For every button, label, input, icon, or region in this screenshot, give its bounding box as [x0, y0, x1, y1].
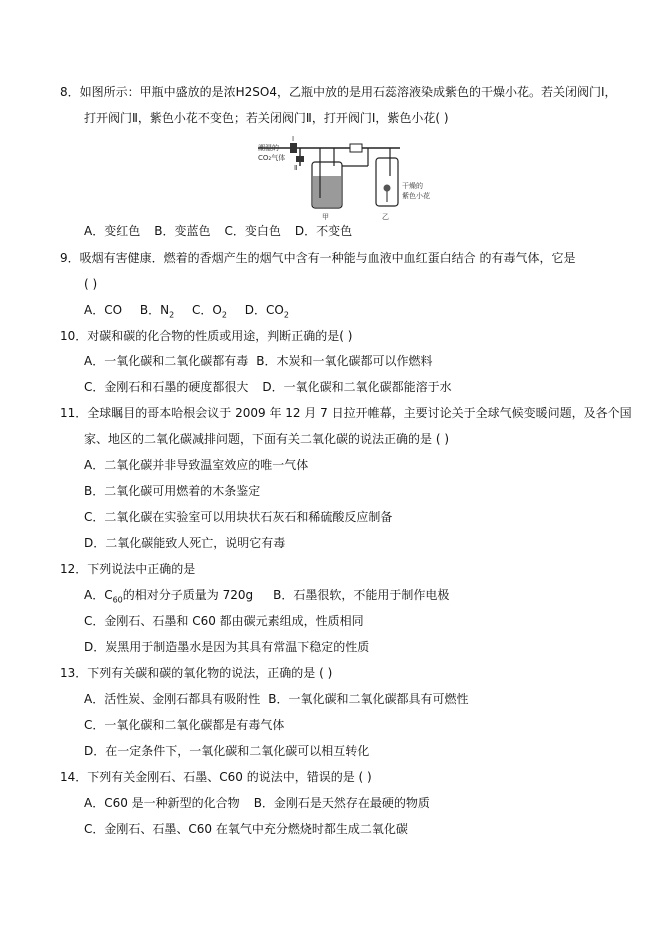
q10-option-a[interactable]: A．一氧化碳和二氧化碳都有毒 — [84, 354, 249, 368]
q9-stem-cont: ( ) — [84, 277, 98, 291]
q11-option-d[interactable]: D．二氧化碳能致人死亡，说明它有毒 — [84, 536, 286, 550]
bottle-a-label: 甲 — [322, 213, 329, 221]
valve-1-label: Ⅰ — [292, 136, 295, 143]
q14-option-c[interactable]: C．金刚石、石墨、C60 在氧气中充分燃烧时都生成二氧化碳 — [84, 822, 408, 836]
q12-option-b[interactable]: B．石墨很软，不能用于制作电极 — [273, 588, 450, 602]
q9-option-c[interactable]: C．$O_2$ — [192, 303, 227, 320]
q9-stem: 9．吸烟有害健康．燃着的香烟产生的烟气中含有一种能与血液中血红蛋白结合 的有毒气体，它是 — [60, 251, 576, 265]
bottle-a-liquid — [313, 176, 341, 207]
q12-options-row1 — [84, 587, 449, 603]
gas-label-2: CO₂气体 — [258, 154, 286, 162]
q10-options-row1 — [84, 353, 432, 369]
q12-option-a[interactable]: A．$C_{60}$的相对分子质量为 720g — [84, 588, 254, 605]
q8-stem-cont: 打开阀门Ⅱ，紫色小花不变色；若关闭阀门Ⅱ，打开阀门Ⅰ，紫色小花( ) — [84, 111, 449, 125]
q11-option-b[interactable]: B．二氧化碳可用燃着的木条鉴定 — [84, 484, 261, 498]
q14-options-row1 — [84, 795, 430, 811]
q10-option-d[interactable]: D．一氧化碳和二氧化碳都能溶于水 — [262, 380, 452, 394]
q13-options-row1 — [84, 691, 468, 707]
flower-label-2: 紫色小花 — [402, 192, 430, 200]
q10-option-b[interactable]: B．木炭和一氧化碳都可以作燃料 — [256, 354, 433, 368]
q12-option-d[interactable]: D．炭黑用于制造墨水是因为其具有常温下稳定的性质 — [84, 640, 370, 654]
valve-1-icon — [290, 143, 297, 153]
q8-option-d[interactable]: D．不变色 — [294, 224, 353, 238]
q13-stem: 13．下列有关碳和碳的氧化物的说法，正确的是 ( ) — [60, 666, 333, 680]
q8-option-c[interactable]: C．变白色 — [224, 224, 281, 238]
bottle-b-label: 乙 — [382, 213, 389, 221]
q14-stem: 14．下列有关金刚石、石墨、C60 的说法中，错误的是 ( ) — [60, 770, 372, 784]
q10-stem: 10．对碳和碳的化合物的性质或用途，判断正确的是( ) — [60, 329, 353, 343]
q8-stem: 8．如图所示：甲瓶中盛放的是浓H2SO4，乙瓶中放的是用石蕊溶液染成紫色的干燥小花。若关闭阀门Ⅰ， — [60, 85, 617, 99]
q9-option-a[interactable]: A．CO — [84, 303, 123, 317]
q11-stem-cont: 家、地区的二氧化碳减排问题，下面有关二氧化碳的说法正确的是 ( ) — [84, 432, 449, 446]
valve-2-label: Ⅱ — [294, 164, 298, 172]
q14-option-b[interactable]: B．金刚石是天然存在最硬的物质 — [253, 796, 430, 810]
q14-option-a[interactable]: A．C60 是一种新型的化合物 — [84, 796, 240, 810]
q13-option-d[interactable]: D．在一定条件下，一氧化碳和二氧化碳可以相互转化 — [84, 744, 370, 758]
gas-label-1: 潮湿的 — [258, 144, 279, 152]
q13-option-b[interactable]: B．一氧化碳和二氧化碳都具有可燃性 — [268, 692, 469, 706]
q9-option-d[interactable]: D．$CO_2$ — [244, 303, 289, 320]
q9-option-b[interactable]: B．$N_2$ — [139, 303, 175, 320]
q8-options — [84, 223, 352, 239]
q12-stem: 12．下列说法中正确的是 — [60, 562, 196, 576]
q10-option-c[interactable]: C．金刚石和石墨的硬度都很大 — [84, 380, 249, 394]
q9-options — [84, 302, 289, 318]
q8-apparatus-diagram — [250, 136, 440, 222]
q8-option-a[interactable]: A．变红色 — [84, 224, 141, 238]
q11-stem: 11．全球瞩目的哥本哈根会议于 2009 年 12 月 7 日拉开帷幕，主要讨论关于全球气候变暖问题，及各个国 — [60, 406, 632, 420]
q13-option-c[interactable]: C．一氧化碳和二氧化碳都是有毒气体 — [84, 718, 285, 732]
q11-option-c[interactable]: C．二氧化碳在实验室可以用块状石灰石和稀硫酸反应制备 — [84, 510, 393, 524]
flower-label-1: 干燥的 — [402, 182, 423, 190]
q10-options-row2 — [84, 379, 452, 395]
q11-option-a[interactable]: A．二氧化碳并非导致温室效应的唯一气体 — [84, 458, 309, 472]
pipe-joint — [350, 144, 362, 152]
q12-option-c[interactable]: C．金刚石、石墨和 C60 都由碳元素组成，性质相同 — [84, 614, 364, 628]
q8-option-b[interactable]: B．变蓝色 — [154, 224, 211, 238]
flower-icon — [384, 185, 391, 192]
q13-option-a[interactable]: A．活性炭、金刚石都具有吸附性 — [84, 692, 261, 706]
valve-2-icon — [296, 156, 304, 162]
